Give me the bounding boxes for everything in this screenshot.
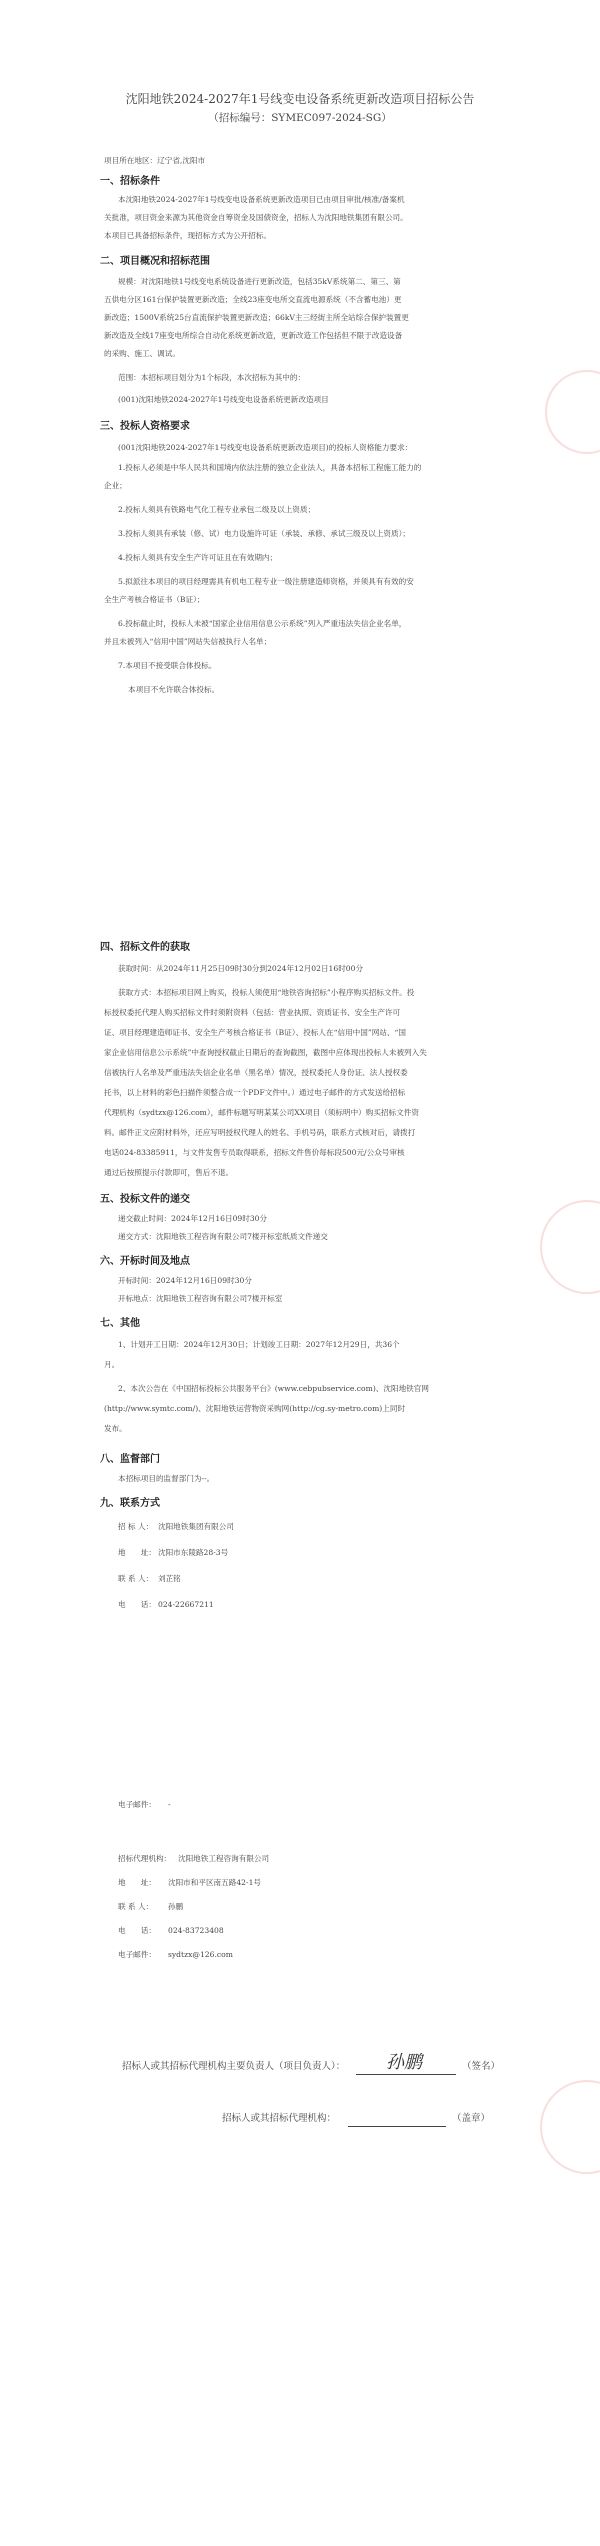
s6-line: 开标地点：沈阳地铁工程咨询有限公司7楼开标室 <box>118 1294 283 1303</box>
s2-line: 范围：本招标项目划分为1个标段，本次招标为其中的： <box>118 373 306 382</box>
s3-line: 企业； <box>104 481 127 490</box>
s3-line: 7.本项目不接受联合体投标。 <box>118 661 217 670</box>
contact-value: 沈阳地铁集团有限公司 <box>158 1522 234 1531</box>
s7-line: 月。 <box>104 1360 120 1369</box>
s4-line: 获取时间：从2024年11月25日09时30分到2024年12月02日16时00分 <box>118 964 364 973</box>
contact-key: 联 系 人： <box>118 1574 154 1583</box>
contact-value: 孙鹏 <box>168 1902 184 1911</box>
s2-line: 新改造；1500V系统25台直流保护装置更新改造；66kV主三经街主所全站综合保护装置更 <box>104 313 409 322</box>
s7-line: 2、本次公告在《中国招标投标公共服务平台》(www.cebpubservice.com)、沈阳地铁官网 <box>118 1384 429 1393</box>
section-heading-6: 六、开标时间及地点 <box>100 1256 190 1267</box>
contact-value: 沈阳地铁工程咨询有限公司 <box>178 1854 270 1863</box>
s4-line: 代理机构（sydtzx@126.com），邮件标题写明某某公司XX项目（须标明中）购买招标文件资 <box>104 1108 419 1117</box>
s1-line: 本沈阳地铁2024-2027年1号线变电设备系统更新改造项目已由项目审批/核准/备案机 <box>118 195 405 204</box>
contact-key: 地 址： <box>118 1548 156 1557</box>
section-heading-9: 九、联系方式 <box>100 1498 160 1509</box>
contact-value: 024-83723408 <box>168 1926 224 1935</box>
contact-value: 沈阳市东陵路28-3号 <box>158 1548 229 1557</box>
stamp-mark <box>545 370 600 454</box>
s4-line: 托书，以上材料的彩色扫描件须整合成一个PDF文件中。）通过电子邮件的方式发送给招标 <box>104 1088 406 1097</box>
s3-line: 全生产考核合格证书（B证）； <box>104 595 205 604</box>
stamp-mark <box>540 2080 600 2174</box>
s3-line: 并且未被列入“信用中国”网站失信被执行人名单； <box>104 637 272 646</box>
seal-note: （盖章） <box>452 2113 491 2124</box>
s1-line: 本项目已具备招标条件，现招标方式为公开招标。 <box>104 231 272 240</box>
section-heading-2: 二、项目概况和招标范围 <box>100 256 210 267</box>
s3-line: 5.拟派往本项目的项目经理需具有机电工程专业一级注册建造师资格，并须具有有效的安 <box>118 577 414 586</box>
agency-label: 招标人或其招标代理机构： <box>222 2113 337 2124</box>
s2-line: 的采购、施工、调试。 <box>104 349 180 358</box>
s4-line: 电话024-83385911，与文件发售专员取得联系，招标文件售价每标段500元/公众号审核 <box>104 1148 405 1157</box>
s4-line: 料。邮件正文应附材料外，还应写明授权代理人的姓名、手机号码，联系方式核对后，请拨打 <box>104 1128 416 1137</box>
contact-value: sydtzx@126.com <box>168 1950 233 1959</box>
section-heading-5: 五、投标文件的递交 <box>100 1194 190 1205</box>
s7-line: 发布。 <box>104 1424 127 1433</box>
handwritten-signature: 孙鹏 <box>386 2052 422 2073</box>
contact-key: 电子邮件： <box>118 1800 156 1809</box>
s4-line: 证、项目经理建造师证书、安全生产考核合格证书（B证）、投标人在“信用中国”网站、“国 <box>104 1028 406 1037</box>
tender-number: （招标编号：SYMEC097-2024-SG） <box>208 112 392 124</box>
s3-line: 3.投标人须具有承装（修、试）电力设施许可证（承装、承修、承试三级及以上资质）； <box>118 529 411 538</box>
s7-line: (http://www.symtc.com/)、沈阳地铁运营物资采购网(http://cg.sy-metro.com)上同时 <box>104 1404 406 1413</box>
s2-line: (001)沈阳地铁2024-2027年1号线变电设备系统更新改造项目 <box>118 395 329 404</box>
s4-line: 家企业信用信息公示系统”中查询授权截止日期后的查询截图，截图中应体现出投标人未被列入失 <box>104 1048 427 1057</box>
s4-line: 信被执行人名单及严重违法失信企业名单（黑名单）情况，授权委托人身份证、法人授权委 <box>104 1068 408 1077</box>
contact-value: - <box>168 1800 171 1809</box>
seal-underline <box>348 2126 446 2127</box>
section-heading-3: 三、投标人资格要求 <box>100 421 190 432</box>
contact-key: 招 标 人： <box>118 1522 154 1531</box>
s6-line: 开标时间：2024年12月16日09时30分 <box>118 1276 252 1285</box>
s4-line: 获取方式：本招标项目网上购买，投标人须使用“地铁咨询招标”小程序购买招标文件。投 <box>118 988 415 997</box>
s5-line: 递交截止时间：2024年12月16日09时30分 <box>118 1214 268 1223</box>
s3-line: 6.投标截止时，投标人未被“国家企业信用信息公示系统”列入严重违法失信企业名单， <box>118 619 407 628</box>
contact-key: 地 址： <box>118 1878 156 1887</box>
s2-line: 五供电分区161台保护装置更新改造；全线23座变电所交直流电源系统（不含蓄电池）更 <box>104 295 402 304</box>
s3-line: 本项目不允许联合体投标。 <box>128 685 220 694</box>
section-heading-1: 一、招标条件 <box>100 176 160 187</box>
section-heading-7: 七、其他 <box>100 1318 140 1329</box>
s3-line: 4.投标人须具有安全生产许可证且在有效期内； <box>118 553 278 562</box>
contact-value: 沈阳市和平区南五路42-1号 <box>168 1878 261 1887</box>
s4-line: 标授权委托代理人购买招标文件时须附资料（包括：营业执照、资质证书、安全生产许可 <box>104 1008 401 1017</box>
s2-line: 规模：对沈阳地铁1号线变电系统设备进行更新改造，包括35kV系统第二、第三、第 <box>118 277 401 286</box>
contact-key: 电 话： <box>118 1926 156 1935</box>
s2-line: 新改造及全线17座变电所综合自动化系统更新改造，更新改造工作包括但不限于改造设备 <box>104 331 403 340</box>
signature-underline <box>356 2074 456 2075</box>
s3-line: 1.投标人必须是中华人民共和国境内依法注册的独立企业法人，具备本招标工程施工能力的 <box>118 463 422 472</box>
section-heading-8: 八、监督部门 <box>100 1454 160 1465</box>
s3-line: (001沈阳地铁2024-2027年1号线变电设备系统更新改造项目)的投标人资格能力要求： <box>118 443 413 452</box>
contact-key: 联 系 人： <box>118 1902 154 1911</box>
sign-note: （签名） <box>462 2061 501 2072</box>
s4-line: 通过后按照提示付款即可，售后不退。 <box>104 1168 234 1177</box>
s1-line: 关批准，项目资金来源为其他资金自筹资金及国债资金，招标人为沈阳地铁集团有限公司。 <box>104 213 408 222</box>
contact-key: 招标代理机构： <box>118 1854 172 1863</box>
doc-title: 沈阳地铁2024-2027年1号线变电设备系统更新改造项目招标公告 <box>125 92 475 106</box>
s3-line: 2.投标人须具有铁路电气化工程专业承包二级及以上资质； <box>118 505 316 514</box>
contact-key: 电子邮件： <box>118 1950 156 1959</box>
contact-key: 电 话： <box>118 1600 156 1609</box>
contact-value: 刘芷铭 <box>158 1574 181 1583</box>
stamp-mark <box>540 1200 600 1294</box>
s7-line: 1、计划开工日期：2024年12月30日；计划竣工日期：2027年12月29日，共36个 <box>118 1340 400 1349</box>
s5-line: 递交方式：沈阳地铁工程咨询有限公司7楼开标室纸质文件递交 <box>118 1232 328 1241</box>
project-location: 项目所在地区：辽宁省,沈阳市 <box>104 156 206 165</box>
contact-value: 024-22667211 <box>158 1600 214 1609</box>
signer-label: 招标人或其招标代理机构主要负责人（项目负责人）： <box>122 2061 346 2072</box>
s8-line: 本招标项目的监督部门为--。 <box>118 1474 215 1483</box>
section-heading-4: 四、招标文件的获取 <box>100 942 190 953</box>
